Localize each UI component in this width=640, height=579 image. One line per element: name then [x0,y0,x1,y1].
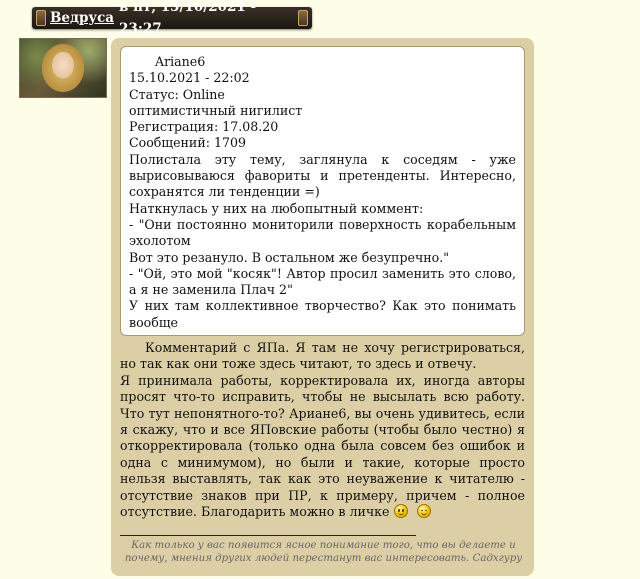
quote-date: 15.10.2021 - 22:02 [129,70,250,86]
smile-icon [394,504,408,518]
quote-text-line: Полистала эту тему, заглянула к соседям - уже вырисовываюся фавориты и претенденты. Интересно, сохранятся ли тенденции =) [129,151,516,200]
quote-text-line: - "Они постоянно мониторили поверхность корабельным эхолотом [129,216,516,249]
post-header [32,0,312,37]
post-author-link[interactable]: Ведруса [50,10,115,26]
quote-text-line: Вот это резануло. В остальном же безупречно." [129,249,450,265]
quote-text-line: Наткнулась у них на любопытный коммент: [129,200,424,216]
post-body [111,38,534,576]
message-paragraph [120,373,525,521]
message-text [120,340,525,520]
quote-author[interactable]: Ariane6 [155,54,206,69]
quote-text-line: У них там коллективное творчество? Как это понимать вообще [129,298,516,330]
message-paragraph-text: Я принимала работы, корректировала их, иногда авторы просят что-то исправить, чтобы не высылать всю работу. Что тут непонятного-то? Ариане6, вы очень удивитесь, если я скажу, что и все ЯПовские работы (чтобы было честно) я откорректировала (только одна была совсем без ошибок и одна с минимумом), но были и такие, которые просто нельзя выставлять, так как это неуважение к читателю - отсутствие знаков при ПР, к примеру, причем - полное отсутствие. Благодарить можно в личке [120,372,525,520]
signature: Как только у вас появится ясное понимание того, что вы делаете и почему, мнения других людей перестанут вас интересовать. Садхгуру [124,540,523,564]
post-date: в пт, 15/10/2021 - 23:27 [119,0,257,37]
signature-divider [120,535,416,536]
quote-user-title: оптимистичный нигилист [129,102,303,118]
avatar[interactable] [19,38,107,98]
quote-status: Статус: Online [129,86,225,102]
header-ornament-left-icon [36,10,46,26]
wink-icon [417,504,431,518]
quote-text-line: - "Ой, это мой "косяк"! Автор просил заменить это слово, а я не заменила Плач 2" [129,265,516,298]
message-paragraph: Комментарий с ЯПа. Я там не хочу регистрироваться, но так как они тоже здесь читают, то здесь и отвечу. [120,340,525,372]
quote-block [120,46,525,336]
quote-registration: Регистрация: 17.08.20 [129,119,279,135]
header-ornament-right-icon [298,10,308,26]
quote-message-count: Сообщений: 1709 [129,135,247,151]
